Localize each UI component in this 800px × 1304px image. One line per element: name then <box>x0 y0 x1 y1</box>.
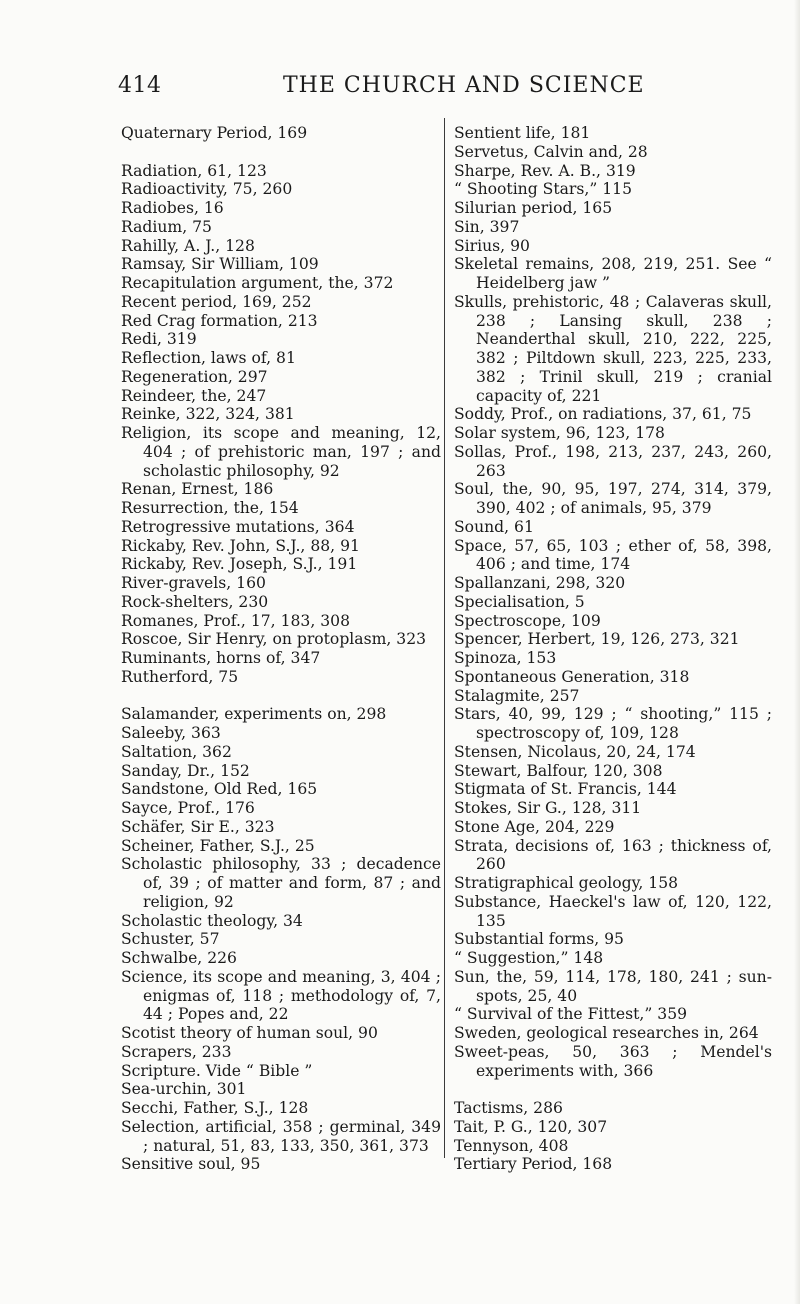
index-entry: Stensen, Nicolaus, 20, 24, 174 <box>454 742 696 761</box>
index-entry: Stratigraphical geology, 158 <box>454 874 679 892</box>
index-entry: Strata, decisions of, 163 ; thickness of, 260 <box>454 836 772 874</box>
index-entry: Reinke, 322, 324, 381 <box>121 405 295 424</box>
index-entry: “ Shooting Stars,” 115 <box>454 180 633 199</box>
page-header <box>0 73 800 103</box>
index-entry: Ramsay, Sir William, 109 <box>121 255 319 274</box>
index-column-left <box>121 124 441 1174</box>
letter-group-gap <box>454 1080 772 1099</box>
index-entry: Sentient life, 181 <box>454 124 591 142</box>
index-entry: Reflection, laws of, 81 <box>121 349 296 367</box>
index-entry: Spectroscope, 109 <box>454 611 601 630</box>
index-entry: Spinoza, 153 <box>454 649 557 667</box>
index-entry: Radioactivity, 75, 260 <box>121 180 293 199</box>
index-entry: Substance, Haeckel's law of, 120, 122, 135 <box>454 892 772 930</box>
index-entry: Sweden, geological researches in, 264 <box>454 1024 759 1042</box>
column-divider <box>444 118 445 1158</box>
index-entry: Substantial forms, 95 <box>454 930 624 949</box>
index-entry: Scripture. Vide “ Bible ” <box>121 1061 313 1080</box>
index-entry: Roscoe, Sir Henry, on protoplasm, 323 <box>121 630 427 649</box>
index-entry: Sandstone, Old Red, 165 <box>121 780 318 799</box>
index-entry: Sun, the, 59, 114, 178, 180, 241 ; sun-spots, 25, 40 <box>454 967 772 1005</box>
index-entry: Space, 57, 65, 103 ; ether of, 58, 398, 406 ; and time, 174 <box>454 536 772 574</box>
letter-group-gap <box>121 143 441 162</box>
index-entry: Scheiner, Father, S.J., 25 <box>121 836 315 855</box>
index-entry: Schwalbe, 226 <box>121 949 237 967</box>
index-entry: Spontaneous Generation, 318 <box>454 667 690 686</box>
index-entry: Stalagmite, 257 <box>454 686 580 705</box>
index-entry: “ Suggestion,” 148 <box>454 949 604 967</box>
index-entry: Skulls, prehistoric, 48 ; Calaveras skull, 238 ; Lansing skull, 238 ; Neanderthal skull, 210, 222, 225, 382 ; Piltdown skull, 223, 225, 233, 382 ; Trinil skull, 219 ; cranial capacity of, 221 <box>454 292 772 405</box>
page-number: 414 <box>118 73 162 98</box>
index-entry: Sayce, Prof., 176 <box>121 799 255 817</box>
index-entry: Secchi, Father, S.J., 128 <box>121 1099 309 1117</box>
index-entry: Skeletal remains, 208, 219, 251. See “ Heidelberg jaw ” <box>454 255 772 292</box>
index-entry: Stewart, Balfour, 120, 308 <box>454 761 663 780</box>
index-entry: Stokes, Sir G., 128, 311 <box>454 799 642 817</box>
running-title: THE CHURCH AND SCIENCE <box>283 73 645 98</box>
index-entry: Tertiary Period, 168 <box>454 1155 613 1174</box>
index-entry: Sanday, Dr., 152 <box>121 761 250 780</box>
index-entry: Sensitive soul, 95 <box>121 1155 261 1174</box>
index-entry: Radiation, 61, 123 <box>121 161 267 180</box>
index-entry: Radiobes, 16 <box>121 199 224 217</box>
index-entry: River-gravels, 160 <box>121 574 266 592</box>
index-entry: Sharpe, Rev. A. B., 319 <box>454 161 636 180</box>
index-entry: Ruminants, horns of, 347 <box>121 649 321 667</box>
index-entry: Solar system, 96, 123, 178 <box>454 424 665 442</box>
index-entry: Scholastic philosophy, 33 ; decadence of, 39 ; of matter and form, 87 ; and religion, 92 <box>121 855 441 911</box>
index-entry: Stars, 40, 99, 129 ; “ shooting,” 115 ; spectroscopy of, 109, 128 <box>454 705 772 742</box>
index-entry: Rickaby, Rev. John, S.J., 88, 91 <box>121 536 360 555</box>
index-entry: Reindeer, the, 247 <box>121 386 267 405</box>
index-entry: Sweet-peas, 50, 363 ; Mendel's experiments with, 366 <box>454 1042 772 1080</box>
index-entry: Regeneration, 297 <box>121 367 268 386</box>
index-entry: Retrogressive mutations, 364 <box>121 517 355 536</box>
index-entry: Scotist theory of human soul, 90 <box>121 1024 378 1042</box>
page-edge-shadow <box>794 0 800 1304</box>
index-entry: Silurian period, 165 <box>454 199 613 217</box>
index-column-right <box>454 124 772 1174</box>
index-entry: Religion, its scope and meaning, 12, 404 ; of prehistoric man, 197 ; and scholastic philosophy, 92 <box>121 424 441 480</box>
index-entry: Recent period, 169, 252 <box>121 292 312 311</box>
index-entry: Quaternary Period, 169 <box>121 124 308 142</box>
index-entry: Sound, 61 <box>454 517 534 536</box>
index-entry: “ Survival of the Fittest,” 359 <box>454 1005 688 1024</box>
index-entry: Servetus, Calvin and, 28 <box>454 142 648 161</box>
index-entry: Rutherford, 75 <box>121 667 239 686</box>
index-entry: Recapitulation argument, the, 372 <box>121 274 394 292</box>
index-entry: Selection, artificial, 358 ; germinal, 349 ; natural, 51, 83, 133, 350, 361, 373 <box>121 1117 441 1155</box>
index-entry: Saleeby, 363 <box>121 724 221 742</box>
index-entry: Tait, P. G., 120, 307 <box>454 1117 608 1136</box>
index-entry: Specialisation, 5 <box>454 592 585 611</box>
index-entry: Scholastic theology, 34 <box>121 911 303 930</box>
index-entry: Stone Age, 204, 229 <box>454 817 615 836</box>
index-entry: Rahilly, A. J., 128 <box>121 236 255 255</box>
index-entry: Scrapers, 233 <box>121 1042 232 1061</box>
index-entry: Sin, 397 <box>454 217 520 236</box>
index-entry: Soddy, Prof., on radiations, 37, 61, 75 <box>454 405 752 424</box>
letter-group-gap <box>121 687 441 706</box>
index-entry: Radium, 75 <box>121 217 212 236</box>
index-entry: Resurrection, the, 154 <box>121 499 299 517</box>
index-entry: Schuster, 57 <box>121 930 220 949</box>
index-entry: Stigmata of St. Francis, 144 <box>454 780 677 799</box>
index-entry: Science, its scope and meaning, 3, 404 ; enigmas of, 118 ; methodology of, 7, 44 ; Popes and, 22 <box>121 967 441 1024</box>
index-entry: Sea-urchin, 301 <box>121 1080 247 1099</box>
index-entry: Redi, 319 <box>121 330 197 349</box>
index-entry: Spencer, Herbert, 19, 126, 273, 321 <box>454 630 740 649</box>
index-entry: Rock-shelters, 230 <box>121 592 269 611</box>
index-entry: Salamander, experiments on, 298 <box>121 705 387 724</box>
index-entry: Soul, the, 90, 95, 197, 274, 314, 379, 390, 402 ; of animals, 95, 379 <box>454 480 772 517</box>
index-entry: Rickaby, Rev. Joseph, S.J., 191 <box>121 555 358 574</box>
index-entry: Renan, Ernest, 186 <box>121 480 274 499</box>
index-entry: Romanes, Prof., 17, 183, 308 <box>121 611 351 630</box>
index-entry: Sollas, Prof., 198, 213, 237, 243, 260, 263 <box>454 442 772 480</box>
index-entry: Tennyson, 408 <box>454 1136 569 1155</box>
index-entry: Saltation, 362 <box>121 742 232 761</box>
index-entry: Tactisms, 286 <box>454 1099 563 1117</box>
index-entry: Sirius, 90 <box>454 236 530 255</box>
index-entry: Spallanzani, 298, 320 <box>454 574 626 592</box>
index-entry: Schäfer, Sir E., 323 <box>121 817 275 836</box>
index-entry: Red Crag formation, 213 <box>121 311 318 330</box>
